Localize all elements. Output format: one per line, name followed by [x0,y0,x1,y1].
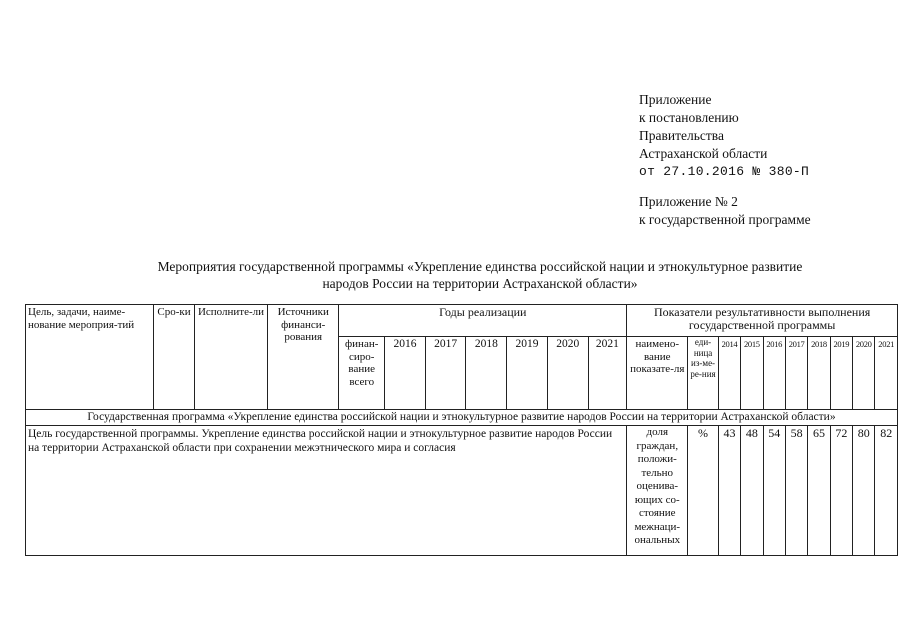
header-indicator-year: 2015 [741,337,763,410]
header-year: 2019 [507,337,548,410]
header-indicator-year: 2016 [763,337,785,410]
header-indicator-year: 2014 [718,337,740,410]
header-year: 2021 [588,337,627,410]
header-executors: Исполните-ли [194,305,267,410]
header-indicator-year: 2019 [830,337,852,410]
header-indicator-year: 2021 [875,337,898,410]
decree-number: от 27.10.2016 № 380-П [639,164,810,179]
header-years-group: Годы реализации [339,305,627,337]
indicator-value: 43 [718,426,740,556]
appendix-reference: к государственной программе [639,212,811,227]
header-year: 2017 [425,337,466,410]
approval-line: Приложение [639,92,712,107]
header-indicator-name: наимено-вание показате-ля [627,337,688,410]
indicator-value: 65 [808,426,830,556]
header-indicators-group: Показатели результативности выполнения государственной программы [627,305,898,337]
indicator-name: доля граждан, положи-тельно оценива-ющих со-стояние межнаци-ональных [627,426,688,556]
appendix-number: Приложение № 2 [639,194,738,209]
header-indicator-year: 2018 [808,337,830,410]
header-sources: Источники финанси-рования [268,305,339,410]
approval-block [639,91,811,229]
indicator-value: 80 [853,426,875,556]
header-financing-total: финан-сиро-вание всего [339,337,385,410]
indicator-value: 82 [875,426,898,556]
header-indicator-year: 2020 [853,337,875,410]
document-title [60,258,900,292]
indicator-value: 48 [741,426,763,556]
header-year: 2018 [466,337,507,410]
indicator-value: 58 [785,426,807,556]
title-line: Мероприятия государственной программы «Укрепление единства российской нации и этнокультурное развитие [157,259,803,274]
approval-line: Астраханской области [639,146,768,161]
indicator-value: 72 [830,426,852,556]
header-terms: Сро-ки [154,305,195,410]
goal-text: Цель государственной программы. Укрепление единства российской нации и этнокультурное развитие народов России на территории Астраханской области при сохранении межэтнического мира и согласия [26,426,627,556]
header-indicator-year: 2017 [785,337,807,410]
header-year: 2016 [385,337,426,410]
indicator-value: 54 [763,426,785,556]
indicator-unit: % [688,426,719,556]
header-goal: Цель, задачи, наиме-нование мероприя-тий [26,305,154,410]
activities-table [25,304,898,556]
approval-line: к постановлению [639,110,739,125]
header-year: 2020 [547,337,588,410]
header-unit: еди-ница из-ме-ре-ния [688,337,719,410]
title-line: народов России на территории Астраханской области» [322,276,638,291]
approval-line: Правительства [639,128,724,143]
program-row: Государственная программа «Укрепление единства российской нации и этнокультурное развитие народов России на территории Астраханской области» [26,410,898,426]
